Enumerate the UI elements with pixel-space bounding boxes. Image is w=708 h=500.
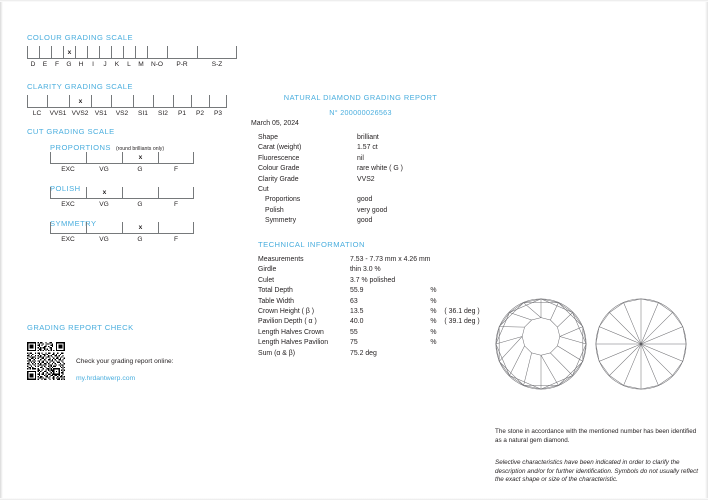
- colour-scale-cell-j[interactable]: [99, 46, 111, 58]
- report-check-link[interactable]: my.hrdantwerp.com: [76, 375, 136, 382]
- technical-row-unit: [430, 265, 444, 275]
- pavilion-view-svg: [594, 297, 688, 391]
- technical-row-key: Measurements: [258, 256, 304, 263]
- technical-row-unit: %: [430, 339, 437, 347]
- qr-note-text: Check your grading report online:: [76, 358, 174, 365]
- colour-scale-label-g: G: [66, 61, 72, 68]
- clarity-scale-cell-p3[interactable]: [209, 95, 227, 107]
- cut-proportions-selected-marker: x: [138, 154, 143, 162]
- report-title: NATURAL DIAMOND GRADING REPORT: [283, 93, 438, 102]
- clarity-scale-label-si2: SI2: [158, 110, 168, 117]
- colour-scale-cell-p-r[interactable]: [167, 46, 197, 58]
- colour-scale-label-f: F: [54, 61, 60, 68]
- technical-row-value: 63: [350, 297, 358, 305]
- technical-information-table: [258, 255, 504, 359]
- qr-code[interactable]: [27, 342, 65, 380]
- report-row-key: Carat (weight): [258, 144, 302, 152]
- technical-row: [258, 317, 504, 327]
- cut-symmetry-selected-marker: x: [138, 224, 143, 232]
- report-row-key: Colour Grade: [258, 165, 300, 173]
- technical-row-key: Sum (α & β): [258, 349, 296, 357]
- cut-symmetry-label-vg: VG: [99, 236, 109, 243]
- colour-scale-label-n-o: N-O: [150, 61, 164, 68]
- technical-row-value: 40.0: [350, 318, 364, 326]
- technical-row: [258, 338, 504, 348]
- report-row-value: very good: [357, 206, 388, 214]
- technical-row-key: Length Halves Pavilion: [258, 339, 329, 347]
- cut-symmetry-cell-f[interactable]: [158, 222, 194, 233]
- clarity-scale-label-vs1: VS1: [94, 110, 108, 117]
- report-row: [258, 154, 437, 164]
- technical-row-unit: [430, 276, 444, 286]
- clarity-scale-cell-si2[interactable]: [153, 95, 173, 107]
- clarity-scale-cell-vvs2[interactable]: [69, 95, 91, 107]
- cut-polish-label-vg: VG: [99, 201, 109, 208]
- colour-scale-cells: [27, 46, 237, 59]
- colour-scale-label-h: H: [78, 61, 84, 68]
- report-row-key: Proportions: [265, 196, 301, 204]
- technical-row-angle: ( 39.1 deg ): [444, 318, 480, 326]
- cut-symmetry-cell-vg[interactable]: [86, 222, 122, 233]
- colour-scale-cell-n-o[interactable]: [147, 46, 167, 58]
- technical-row-angle: [444, 276, 504, 286]
- technical-information-heading: TECHNICAL INFORMATION: [258, 240, 365, 249]
- cut-symmetry-cell-g[interactable]: [122, 222, 158, 233]
- cut-proportions-heading: PROPORTIONS (round brilliants only): [50, 143, 165, 152]
- technical-row: [258, 349, 504, 359]
- technical-row: [258, 328, 504, 338]
- colour-scale-label-e: E: [42, 61, 48, 68]
- report-row-key: Shape: [258, 134, 278, 141]
- cut-symmetry-labels: [50, 235, 194, 244]
- colour-scale-label-p-r: P-R: [176, 61, 188, 68]
- technical-row-angle: [444, 255, 504, 265]
- cut-polish-cell-exc[interactable]: [50, 187, 86, 198]
- technical-row-value: 7.53 - 7.73 mm x 4.26 mm: [350, 256, 431, 263]
- cut-symmetry-label-g: G: [137, 236, 143, 243]
- technical-row-key: Girdle: [258, 266, 277, 274]
- report-row-key: Clarity Grade: [258, 175, 299, 183]
- clarity-scale-cell-vs2[interactable]: [111, 95, 133, 107]
- report-row-value: [357, 185, 437, 195]
- clarity-scale-labels: [27, 109, 227, 118]
- colour-grading-scale: [27, 46, 237, 69]
- technical-row-value: 3.7 % polished: [350, 276, 396, 284]
- clarity-scale-label-vvs1: VVS1: [49, 110, 67, 117]
- report-row: [258, 164, 437, 174]
- technical-row: [258, 255, 504, 265]
- clarity-scale-cell-si1[interactable]: [133, 95, 153, 107]
- report-row-key: Fluorescence: [258, 154, 300, 162]
- report-row: [258, 206, 437, 216]
- clarity-scale-label-p1: P1: [177, 110, 187, 117]
- technical-row-angle: ( 36.1 deg ): [444, 308, 480, 316]
- colour-scale-cell-s-z[interactable]: [197, 46, 237, 58]
- technical-row-value: thin 3.0 %: [350, 266, 381, 274]
- report-row: [258, 216, 437, 226]
- colour-scale-label-j: J: [103, 61, 107, 68]
- technical-rows: [258, 255, 504, 359]
- colour-scale-label-m: M: [138, 61, 144, 68]
- cut-polish-cell-vg[interactable]: [86, 187, 122, 198]
- technical-row: [258, 297, 504, 307]
- technical-row-value: 75: [350, 339, 358, 347]
- pavilion-view-diagram: [594, 297, 688, 396]
- footer-disclaimer: Selective characteristics have been indicated in order to clarify the description and/or for further identification. Symbols do not usually reflect the exact shape or size of the characteristic.: [495, 459, 699, 484]
- cut-proportions-cells: [50, 152, 194, 164]
- colour-scale-labels: [27, 60, 237, 69]
- report-row-value: rare white ( G ): [357, 165, 403, 173]
- technical-row-value: 55.9: [350, 287, 364, 295]
- colour-scale-cell-h[interactable]: [75, 46, 87, 58]
- cut-symmetry-label-f: F: [173, 236, 179, 243]
- technical-row-key: Total Depth: [258, 287, 293, 295]
- clarity-scale-label-p2: P2: [195, 110, 205, 117]
- clarity-scale-selected-marker: x: [78, 97, 83, 105]
- cut-polish-scale: [50, 187, 194, 209]
- cut-polish-label-f: F: [173, 201, 179, 208]
- technical-row-value: 75.2 deg: [350, 349, 377, 357]
- technical-row-key: Length Halves Crown: [258, 328, 324, 336]
- cut-symmetry-label-exc: EXC: [61, 236, 75, 243]
- technical-row-unit: [430, 349, 444, 359]
- technical-row-key: Culet: [258, 276, 275, 284]
- colour-scale-cell-g[interactable]: [63, 46, 75, 58]
- cut-polish-selected-marker: x: [102, 189, 107, 197]
- report-row: [258, 175, 437, 185]
- colour-scale-label-k: K: [114, 61, 120, 68]
- report-row-value: VVS2: [357, 175, 375, 183]
- cut-proportions-label-f: F: [173, 166, 179, 173]
- report-row-value: good: [357, 217, 373, 225]
- report-row-key: Symmetry: [265, 217, 297, 225]
- cut-proportions-cell-exc[interactable]: [50, 152, 86, 163]
- technical-row-key: Pavilion Depth ( α ): [258, 318, 317, 326]
- colour-scale-cell-m[interactable]: [135, 46, 147, 58]
- technical-row-unit: %: [430, 308, 437, 316]
- report-details-table: [258, 133, 437, 227]
- clarity-scale-cell-vvs1[interactable]: [47, 95, 69, 107]
- cut-polish-label-exc: EXC: [61, 201, 75, 208]
- colour-grading-scale-heading: COLOUR GRADING SCALE: [27, 33, 134, 42]
- colour-scale-cell-i[interactable]: [87, 46, 99, 58]
- report-row-value: 1.57 ct: [357, 144, 378, 152]
- clarity-scale-label-p3: P3: [213, 110, 223, 117]
- colour-scale-cell-l[interactable]: [123, 46, 135, 58]
- colour-scale-selected-marker: x: [67, 48, 72, 56]
- clarity-scale-label-vvs2: VVS2: [71, 110, 89, 117]
- clarity-scale-cell-lc[interactable]: [27, 95, 47, 107]
- cut-polish-label-g: G: [137, 201, 143, 208]
- technical-row: [258, 276, 504, 286]
- cut-symmetry-cell-exc[interactable]: [50, 222, 86, 233]
- technical-row-key: Crown Height ( β ): [258, 308, 315, 316]
- cut-polish-cell-g[interactable]: [122, 187, 158, 198]
- cut-symmetry-scale: [50, 222, 194, 244]
- cut-proportions-note: (round brilliants only): [115, 146, 165, 152]
- report-row-key: Cut: [258, 186, 269, 194]
- cut-proportions-labels: [50, 165, 194, 174]
- clarity-grading-scale: [27, 95, 227, 118]
- clarity-scale-cell-p2[interactable]: [191, 95, 209, 107]
- clarity-scale-label-vs2: VS2: [115, 110, 129, 117]
- technical-row: [258, 265, 504, 275]
- clarity-grading-scale-heading: CLARITY GRADING SCALE: [27, 82, 133, 91]
- qr-code-image[interactable]: [27, 342, 65, 380]
- colour-scale-cell-k[interactable]: [111, 46, 123, 58]
- technical-row-unit: %: [430, 328, 437, 336]
- clarity-scale-label-si1: SI1: [138, 110, 148, 117]
- technical-row-value: 55: [350, 328, 358, 336]
- report-details-rows: [258, 133, 437, 227]
- cut-proportions-label-g: G: [137, 166, 143, 173]
- qr-note-block: [76, 357, 174, 385]
- technical-row: [258, 307, 504, 317]
- clarity-scale-cell-vs1[interactable]: [91, 95, 111, 107]
- colour-scale-cell-d[interactable]: [27, 46, 39, 58]
- technical-row-unit: %: [430, 297, 437, 305]
- report-row-key: Polish: [265, 206, 284, 214]
- cut-polish-labels: [50, 200, 194, 209]
- technical-row: [258, 286, 504, 296]
- colour-scale-label-d: D: [30, 61, 36, 68]
- footer-statement: The stone in accordance with the mentioned number has been identified as a natural gem diamond.: [495, 428, 697, 444]
- cut-grading-scale-heading: CUT GRADING SCALE: [27, 127, 115, 136]
- crown-view-diagram: [494, 297, 588, 396]
- colour-scale-cell-e[interactable]: [39, 46, 51, 58]
- technical-row-angle: [444, 286, 504, 296]
- cut-proportions-label-exc: EXC: [61, 166, 75, 173]
- technical-row-unit: [430, 255, 444, 265]
- grading-report-check-heading: GRADING REPORT CHECK: [27, 323, 134, 332]
- report-row: [258, 143, 437, 153]
- cut-polish-cell-f[interactable]: [158, 187, 194, 198]
- cut-polish-heading: POLISH: [50, 184, 81, 193]
- report-row: [258, 133, 437, 143]
- report-row-value: good: [357, 196, 373, 204]
- cut-symmetry-heading: SYMMETRY: [50, 219, 97, 228]
- report-row: [258, 185, 437, 195]
- cut-polish-cells: [50, 187, 194, 199]
- report-date: March 05, 2024: [251, 120, 299, 127]
- clarity-scale-cell-p1[interactable]: [173, 95, 191, 107]
- page-edge-top: [0, 0, 708, 2]
- cut-proportions-cell-vg[interactable]: [86, 152, 122, 163]
- technical-row-angle: [444, 265, 504, 275]
- report-row-value: nil: [357, 154, 364, 162]
- report-number: N° 200000026563: [329, 108, 392, 117]
- colour-scale-cell-f[interactable]: [51, 46, 63, 58]
- technical-row-unit: %: [430, 318, 437, 326]
- cut-proportions-cell-g[interactable]: [122, 152, 158, 163]
- technical-row-key: Table Width: [258, 297, 294, 305]
- clarity-scale-cells: [27, 95, 227, 108]
- cut-symmetry-cells: [50, 222, 194, 234]
- crown-view-svg: [494, 297, 588, 391]
- cut-proportions-label-vg: VG: [99, 166, 109, 173]
- technical-row-value: 13.5: [350, 308, 364, 316]
- report-row: [258, 195, 437, 205]
- cut-proportions-scale: [50, 152, 194, 174]
- report-row-value: brilliant: [357, 134, 379, 141]
- colour-scale-label-s-z: S-Z: [211, 61, 223, 68]
- technical-row-unit: %: [430, 287, 437, 295]
- clarity-scale-label-lc: LC: [32, 110, 42, 117]
- colour-scale-label-l: L: [127, 61, 131, 68]
- colour-scale-label-i: I: [92, 61, 94, 68]
- cut-proportions-cell-f[interactable]: [158, 152, 194, 163]
- page-edge-left: [0, 0, 3, 500]
